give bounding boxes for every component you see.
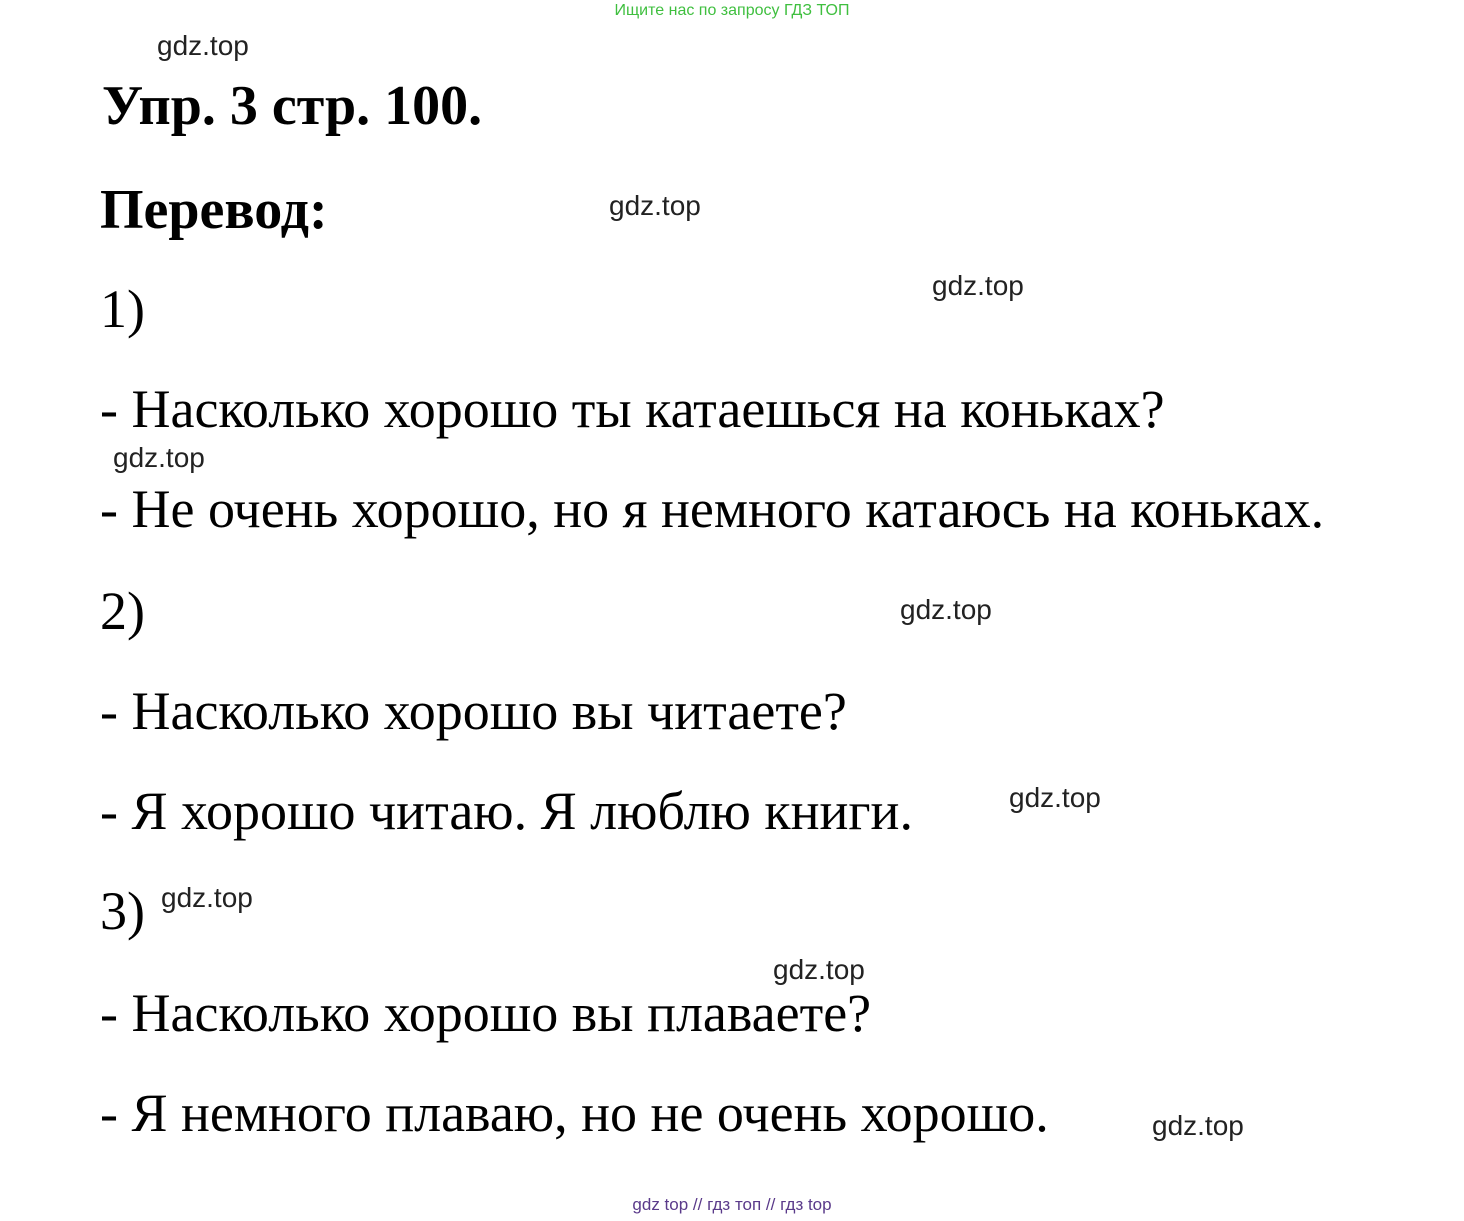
exercise-title: Упр. 3 стр. 100. bbox=[102, 75, 483, 137]
translation-heading: Перевод: bbox=[100, 179, 328, 241]
watermark: gdz.top bbox=[932, 270, 1024, 301]
item-3-line-1: - Насколько хорошо вы плаваете? bbox=[100, 983, 872, 1043]
item-2-line-1: - Насколько хорошо вы читаете? bbox=[100, 681, 847, 741]
item-number-3: 3) bbox=[100, 881, 145, 941]
watermark: gdz.top bbox=[773, 954, 865, 985]
item-number-2: 2) bbox=[100, 581, 145, 641]
item-1-line-2: - Не очень хорошо, но я немного катаюсь на коньках. bbox=[100, 479, 1325, 539]
item-number-1: 1) bbox=[100, 279, 145, 339]
watermark: gdz.top bbox=[113, 442, 205, 473]
item-2-line-2: - Я хорошо читаю. Я люблю книги. bbox=[100, 781, 913, 841]
footer-links: gdz top // гдз топ // гдз top bbox=[632, 1195, 832, 1214]
top-banner: Ищите нас по запросу ГДЗ ТОП bbox=[614, 2, 850, 19]
watermark: gdz.top bbox=[1152, 1110, 1244, 1141]
watermark: gdz.top bbox=[900, 594, 992, 625]
watermark: gdz.top bbox=[1009, 782, 1101, 813]
watermark: gdz.top bbox=[161, 882, 253, 913]
item-1-line-1: - Насколько хорошо ты катаешься на коньках? bbox=[100, 379, 1165, 439]
watermark: gdz.top bbox=[157, 30, 249, 61]
watermark: gdz.top bbox=[609, 190, 701, 221]
item-3-line-2: - Я немного плаваю, но не очень хорошо. bbox=[100, 1083, 1049, 1143]
